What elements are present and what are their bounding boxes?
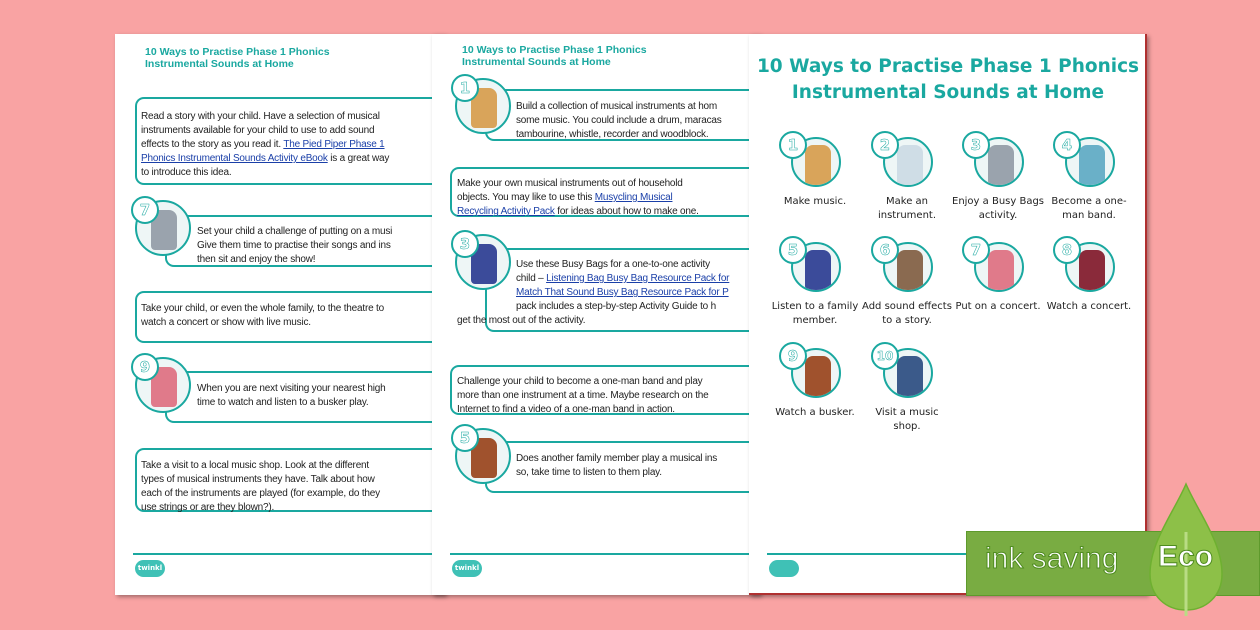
- step-number-badge: 3: [451, 230, 479, 258]
- activity-label: Watch a busker.: [775, 407, 855, 418]
- text-segment: Build a collection of musical instruments at hom: [516, 101, 718, 112]
- tip-text-line: [457, 314, 585, 328]
- text-segment: instruments available for your child to use to add sound: [141, 125, 375, 136]
- step-number-badge: 5: [779, 236, 807, 264]
- step-number-badge: 10: [871, 342, 899, 370]
- step-number-badge: 7: [131, 196, 159, 224]
- illustration-figure: [805, 145, 831, 185]
- tip-text-line: [457, 177, 683, 191]
- text-segment: Take a visit to a local music shop. Look at the different: [141, 460, 369, 471]
- step-number-badge: 7: [962, 236, 990, 264]
- activity-label: Become a one-man band.: [1051, 196, 1127, 221]
- illustration-figure: [897, 145, 923, 185]
- page-title: 10 Ways to Practise Phase 1 Phonics Instrumental Sounds at Home: [145, 46, 330, 70]
- text-segment: Challenge your child to become a one-man band and play: [457, 376, 703, 387]
- step-number-badge: 1: [451, 74, 479, 102]
- tip-text-line: [141, 124, 374, 138]
- text-segment: Give them time to practise their songs and ins: [197, 240, 391, 251]
- title-line: 10 Ways to Practise Phase 1 Phonics: [756, 56, 1140, 77]
- footer-divider: [133, 553, 445, 555]
- resource-link[interactable]: Listening Bag Busy Bag Resource Pack for: [546, 273, 730, 284]
- activity-label: Put on a concert.: [955, 301, 1041, 312]
- title-line: Instrumental Sounds at Home: [791, 82, 1105, 103]
- resource-link[interactable]: Musycling Musical: [594, 192, 673, 203]
- illustration-figure: [988, 250, 1014, 290]
- text-segment: for ideas about how to make one.: [554, 206, 699, 217]
- step-number-badge: 8: [1053, 236, 1081, 264]
- text-segment: objects. You may like to use this: [457, 192, 595, 203]
- tip-text-line: [197, 239, 391, 253]
- text-segment: child –: [516, 273, 547, 284]
- text-segment: then sit and enjoy the show!: [197, 254, 316, 265]
- tip-text-line: [516, 100, 717, 114]
- activity-label: Enjoy a Busy Bags activity.: [952, 196, 1045, 221]
- activity-label: Make an instrument.: [877, 196, 937, 221]
- step-number-badge: 5: [451, 424, 479, 452]
- tip-text-line: [457, 389, 709, 403]
- tip-text-line: [141, 166, 231, 180]
- twinkl-logo: [769, 560, 799, 577]
- tip-text-line: [141, 138, 385, 152]
- text-segment: to introduce this idea.: [141, 167, 232, 178]
- tip-text-line: [141, 473, 375, 487]
- tip-text-line: [141, 501, 274, 515]
- worksheet-page-3: [749, 34, 1147, 595]
- activity-label: Make music.: [783, 196, 847, 207]
- activity-label: Add sound effects to a story.: [862, 301, 952, 326]
- tip-text-line: [141, 316, 311, 330]
- text-segment: When you are next visiting your nearest high: [197, 383, 386, 394]
- tip-text-line: [457, 375, 702, 389]
- tip-text-line: [516, 286, 729, 300]
- illustration-figure: [1079, 250, 1105, 290]
- tip-text-line: [141, 459, 369, 473]
- tip-text-line: [516, 452, 717, 466]
- illustration-figure: [805, 356, 831, 396]
- text-segment: more than one instrument at a time. Maybe research on the: [457, 390, 709, 401]
- text-segment: some music. You could include a drum, maracas: [516, 115, 722, 126]
- worksheet-page-2: [432, 34, 760, 595]
- activity-label: Listen to a family member.: [771, 301, 859, 326]
- step-number-badge: 9: [779, 342, 807, 370]
- tip-text-line: [197, 225, 392, 239]
- illustration-figure: [805, 250, 831, 290]
- tip-text-line: [457, 205, 699, 219]
- tip-text-line: [516, 128, 708, 142]
- tip-text-line: [516, 258, 710, 272]
- step-number-badge: 6: [871, 236, 899, 264]
- tip-text-line: [457, 191, 672, 205]
- step-number-badge: 9: [131, 353, 159, 381]
- page-title: [749, 54, 1147, 106]
- step-number-badge: 3: [962, 131, 990, 159]
- tip-text-line: [197, 253, 315, 267]
- text-segment: time to watch and listen to a busker play.: [197, 397, 369, 408]
- text-segment: watch a concert or show with live music.: [141, 317, 311, 328]
- resource-link[interactable]: Recycling Activity Pack: [457, 206, 555, 217]
- tip-text-line: [516, 272, 729, 286]
- text-segment: Read a story with your child. Have a selection of musical: [141, 111, 380, 122]
- text-segment: so, take time to listen to them play.: [516, 467, 662, 478]
- text-segment: is a great way: [327, 153, 390, 164]
- text-segment: pack includes a step-by-step Activity Guide to h: [516, 301, 716, 312]
- tip-text-line: [516, 114, 722, 128]
- twinkl-logo: twinkl: [452, 560, 482, 577]
- text-segment: tambourine, whistle, recorder and woodblock.: [516, 129, 709, 140]
- step-number-badge: 2: [871, 131, 899, 159]
- text-segment: Use these Busy Bags for a one-to-one activity: [516, 259, 710, 270]
- eco-label: Eco: [1158, 540, 1214, 573]
- tip-text-line: [197, 382, 386, 396]
- tip-text-line: [516, 466, 662, 480]
- text-segment: use strings or are they blown?).: [141, 502, 275, 513]
- illustration-figure: [897, 356, 923, 396]
- illustration-figure: [897, 250, 923, 290]
- illustration-figure: [988, 145, 1014, 185]
- resource-link[interactable]: Match That Sound Busy Bag Resource Pack for P: [516, 287, 729, 298]
- tip-text-line: [516, 300, 716, 314]
- text-segment: get the most out of the activity.: [457, 315, 586, 326]
- step-number-badge: 1: [779, 131, 807, 159]
- page-title: 10 Ways to Practise Phase 1 Phonics Instrumental Sounds at Home: [462, 44, 647, 68]
- tip-text-line: [457, 403, 675, 417]
- resource-link[interactable]: The Pied Piper Phase 1: [283, 139, 385, 150]
- ink-saving-label: ink saving: [985, 542, 1119, 575]
- tip-text-line: [141, 152, 389, 166]
- resource-link[interactable]: Phonics Instrumental Sounds Activity eBook: [141, 153, 328, 164]
- worksheet-page-1: [115, 34, 445, 595]
- tip-text-line: [141, 110, 380, 124]
- text-segment: each of the instruments are played (for example, do they: [141, 488, 380, 499]
- tip-text-line: [197, 396, 369, 410]
- text-segment: effects to the story as you read it.: [141, 139, 284, 150]
- text-segment: Does another family member play a musical ins: [516, 453, 718, 464]
- activity-label: Watch a concert.: [1046, 301, 1132, 312]
- text-segment: Set your child a challenge of putting on a musi: [197, 226, 393, 237]
- tip-text-line: [141, 302, 384, 316]
- footer-divider: [450, 553, 760, 555]
- illustration-figure: [1079, 145, 1105, 185]
- tip-text-line: [141, 487, 380, 501]
- text-segment: Internet to find a video of a one-man band in action.: [457, 404, 675, 415]
- twinkl-logo: twinkl: [135, 560, 165, 577]
- text-segment: types of musical instruments they have. Talk about how: [141, 474, 375, 485]
- text-segment: Take your child, or even the whole family, to the theatre to: [141, 303, 384, 314]
- activity-label: Visit a music shop.: [875, 407, 939, 432]
- step-number-badge: 4: [1053, 131, 1081, 159]
- text-segment: Make your own musical instruments out of household: [457, 178, 683, 189]
